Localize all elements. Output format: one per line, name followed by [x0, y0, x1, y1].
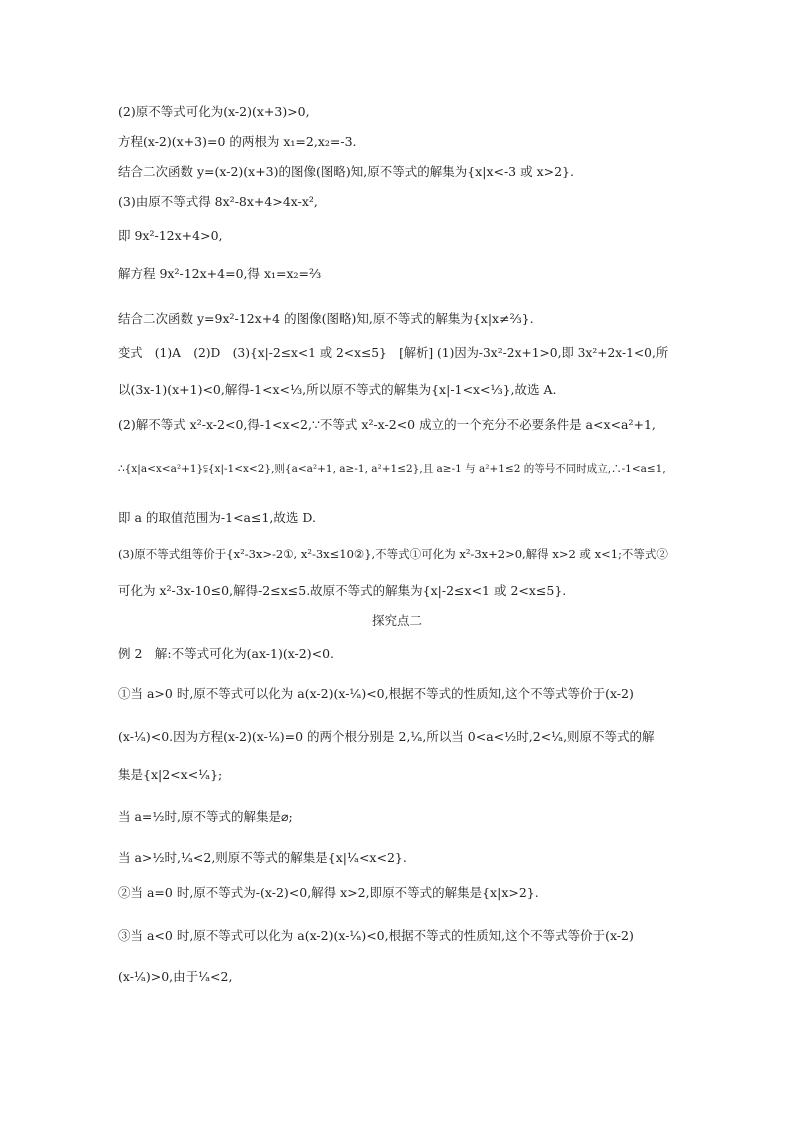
- text-line: 集是{x|2<x<¹⁄ₐ};: [118, 767, 223, 782]
- text-line: 可化为 x²-3x-10≤0,解得-2≤x≤5.故原不等式的解集为{x|-2≤x<1 或 2<x≤5}.: [118, 583, 567, 598]
- text-line: (2)解不等式 x²-x-2<0,得-1<x<2,∵不等式 x²-x-2<0 成立的一个充分不必要条件是 a<x<a²+1,: [118, 417, 656, 432]
- text-line: 即 a 的取值范围为-1<a≤1,故选 D.: [118, 510, 316, 525]
- text-line: ∴{x|a<x<a²+1}⫋{x|-1<x<2},则{a<a²+1, a≥-1, a²+1≤2},且 a≥-1 与 a²+1≤2 的等号不同时成立,∴-1<a≤1,: [118, 463, 666, 475]
- text-line: ②当 a=0 时,原不等式为-(x-2)<0,解得 x>2,即原不等式的解集是{x|x>2}.: [118, 885, 539, 900]
- text-line: (x-¹⁄ₐ)<0.因为方程(x-2)(x-¹⁄ₐ)=0 的两个根分别是 2,¹⁄ₐ,所以当 0<a<½时,2<¹⁄ₐ,则原不等式的解: [118, 729, 655, 744]
- section-heading: 探究点二: [371, 613, 422, 628]
- text-line: ①当 a>0 时,原不等式可以化为 a(x-2)(x-¹⁄ₐ)<0,根据不等式的性质知,这个不等式等价于(x-2): [118, 686, 634, 701]
- text-line: (3)原不等式组等价于{x²-3x>-2①, x²-3x≤10②},不等式①可化为 x²-3x+2>0,解得 x>2 或 x<1;不等式②: [118, 547, 668, 561]
- text-line: ③当 a<0 时,原不等式可以化为 a(x-2)(x-¹⁄ₐ)<0,根据不等式的性质知,这个不等式等价于(x-2): [118, 928, 634, 943]
- text-line: 结合二次函数 y=(x-2)(x+3)的图像(图略)知,原不等式的解集为{x|x<-3 或 x>2}.: [118, 164, 574, 179]
- text-line: 变式 (1)A (2)D (3){x|-2≤x<1 或 2<x≤5} [解析] (1)因为-3x²-2x+1>0,即 3x²+2x-1<0,所: [118, 346, 669, 360]
- text-line: 方程(x-2)(x+3)=0 的两根为 x₁=2,x₂=-3.: [118, 134, 357, 149]
- text-line: 以(3x-1)(x+1)<0,解得-1<x<¹⁄₃,所以原不等式的解集为{x|-1<x<¹⁄₃},故选 A.: [118, 382, 557, 397]
- text-line: (x-¹⁄ₐ)>0,由于¹⁄ₐ<2,: [118, 969, 233, 984]
- text-line: 例 2 解:不等式可化为(ax-1)(x-2)<0.: [118, 646, 335, 661]
- text-line: 当 a=½时,原不等式的解集是⌀;: [118, 809, 293, 824]
- text-line: 当 a>½时,¹⁄ₐ<2,则原不等式的解集是{x|¹⁄ₐ<x<2}.: [118, 850, 407, 865]
- text-line: 解方程 9x²-12x+4=0,得 x₁=x₂=²⁄₃: [118, 266, 322, 281]
- text-line: (3)由原不等式得 8x²-8x+4>4x-x²,: [118, 194, 318, 209]
- text-line: (2)原不等式可化为(x-2)(x+3)>0,: [118, 104, 310, 119]
- text-line: 即 9x²-12x+4>0,: [118, 228, 223, 243]
- text-line: 结合二次函数 y=9x²-12x+4 的图像(图略)知,原不等式的解集为{x|x≠²⁄₃}.: [118, 311, 534, 326]
